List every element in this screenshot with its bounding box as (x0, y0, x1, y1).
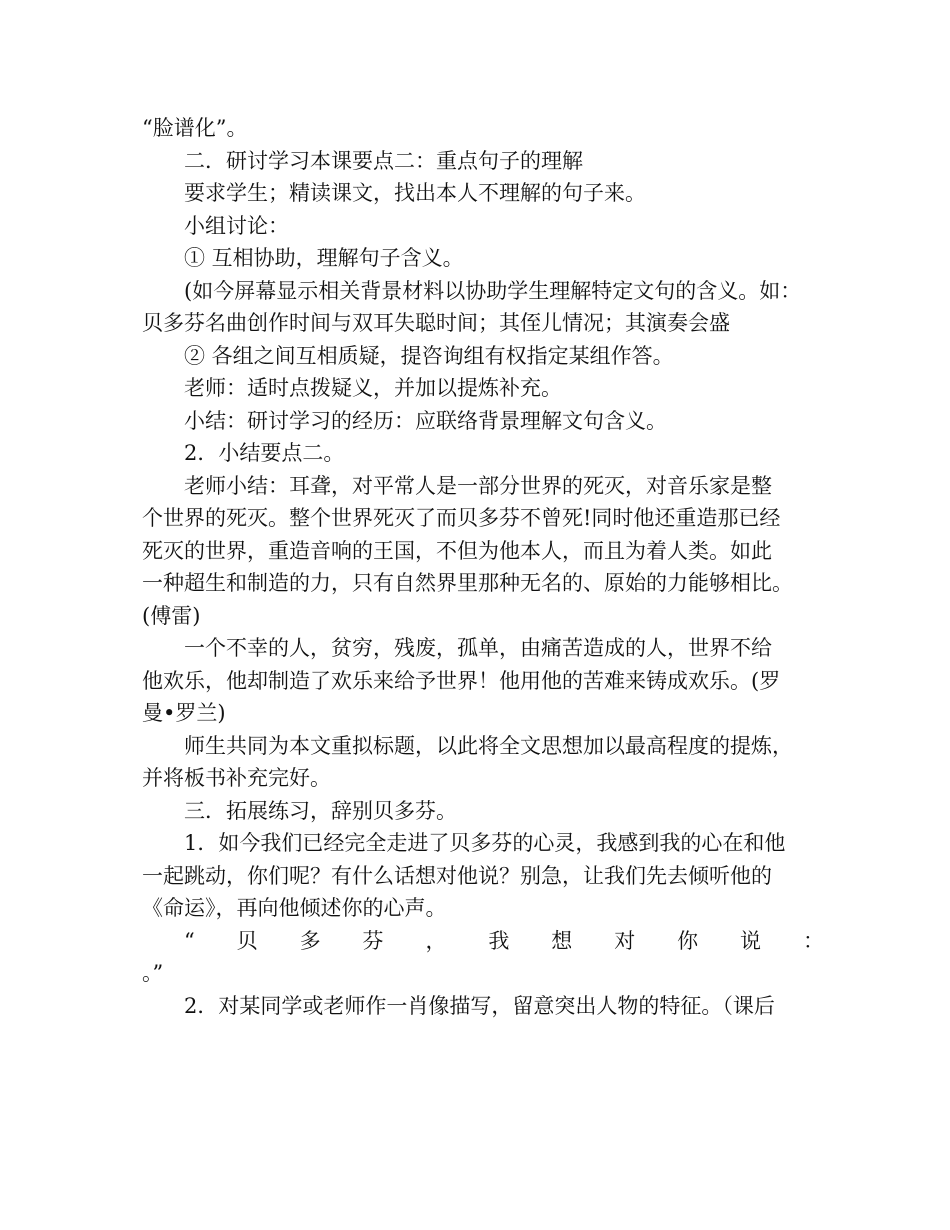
text-line: (如今屏幕显示相关背景材料以协助学生理解特定文句的含义。如： (184, 278, 802, 303)
text-line: 要求学生；精读课文，找出本人不理解的句子来。 (184, 181, 646, 205)
text-line: 师生共同为本文重拟标题，以此将全文思想加以最高程度的提炼， (184, 733, 793, 758)
text-line: 贝多芬名曲创作时间与双耳失聪时间；其侄儿情况；其演奏会盛 (142, 311, 730, 335)
spaced-char: 芬 (362, 928, 384, 953)
section-heading: 三．拓展练习，辞别贝多芬。 (184, 798, 457, 823)
text-line: 并将板书补充完好。 (142, 766, 331, 790)
spaced-char: 贝 (236, 928, 258, 953)
text-line: 一种超生和制造的力，只有自然界里那种无名的、原始的力能够相比。 (142, 571, 793, 595)
spaced-char: 多 (299, 928, 321, 953)
spaced-char: 你 (677, 928, 699, 953)
text-line: ① 互相协助，理解句子含义。 (184, 246, 464, 270)
text-line: 2．对某同学或老师作一肖像描写，留意突出人物的特征。（课后 (184, 993, 775, 1018)
spaced-char: 说 (740, 928, 762, 953)
text-line: 《命运》，再向他倾述你的心声。 (142, 896, 447, 920)
text-line: 曼•罗兰) (142, 701, 226, 725)
spaced-char: ， (425, 928, 447, 953)
text-line: 老师小结：耳聋，对平常人是一部分世界的死灭，对音乐家是整 (184, 473, 772, 498)
text-line: “脸谱化”。 (142, 116, 248, 140)
text-line: 小组讨论： (184, 213, 289, 238)
section-heading: 二．研讨学习本课要点二：重点句子的理解 (184, 148, 583, 173)
spaced-char: ： (802, 928, 824, 953)
text-line: 他欢乐，他却制造了欢乐来给予世界！他用他的苦难来铸成欢乐。(罗 (142, 668, 781, 693)
spaced-char: 想 (551, 928, 573, 953)
spaced-char: 对 (614, 928, 636, 953)
text-line: 2．小结要点二。 (184, 441, 345, 465)
text-line: 小结：研讨学习的经历：应联络背景理解文句含义。 (184, 408, 667, 433)
text-line: 老师：适时点拨疑义，并加以提炼补充。 (184, 376, 562, 400)
text-line: 一起跳动，你们呢？有什么话想对他说？别急，让我们先去倾听他的 (142, 863, 772, 888)
text-line: 1．如今我们已经完全走进了贝多芬的心灵，我感到我的心在和他 (184, 831, 786, 855)
text-line: 。” (142, 961, 164, 985)
spaced-char: “ (184, 928, 195, 953)
text-line: ② 各组之间互相质疑，提咨询组有权指定某组作答。 (184, 343, 674, 368)
text-line: 个世界的死灭。整个世界死灭了而贝多芬不曾死!同时他还重造那已经 (142, 506, 781, 530)
text-line: 一个不幸的人，贫穷，残废，孤单，由痛苦造成的人，世界不给 (184, 636, 772, 660)
spaced-quote-line (142, 925, 824, 958)
text-line: 死灭的世界，重造音响的王国，不但为他本人，而且为着人类。如此 (142, 538, 772, 563)
text-line: (傅雷) (142, 603, 201, 628)
document-page (142, 112, 824, 1022)
spaced-char: 我 (488, 928, 510, 953)
